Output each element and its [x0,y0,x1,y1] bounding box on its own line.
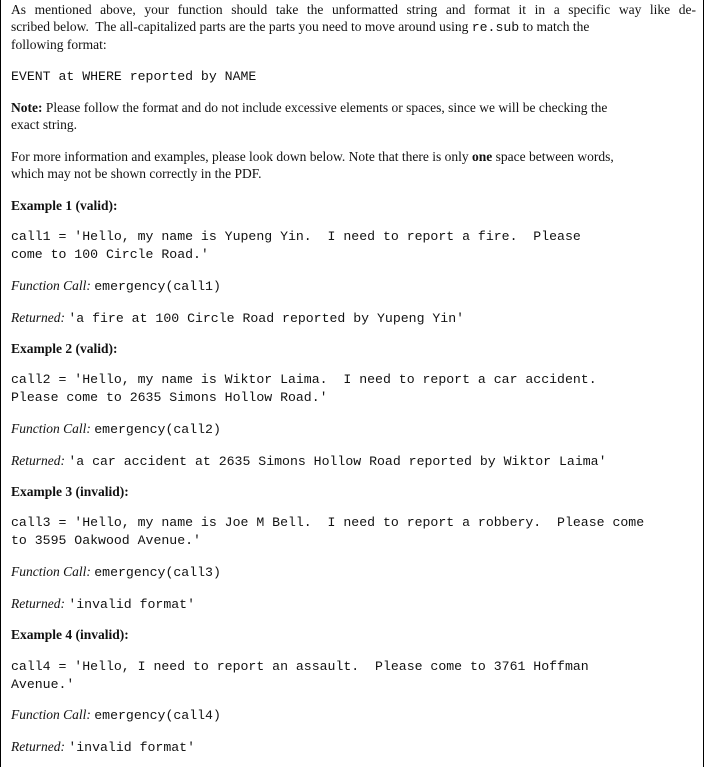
more-info-text-a: For more information and examples, please look down below. Note that there is only [11,149,473,164]
note-line-1-text: Please follow the format and do not include excessive elements or spaces, since we will be checking the [42,100,608,115]
intro-line-2 [11,18,696,36]
example-1-returned [11,309,696,327]
more-info-line-2: which may not be shown correctly in the PDF. [11,166,262,181]
example-1-function-call [11,277,696,295]
re-sub-code: re.sub [471,20,520,35]
example-1-returned-code: 'a fire at 100 Circle Road reported by Yupeng Yin' [68,311,465,326]
example-2-call-code: emergency(call2) [94,422,221,437]
more-info-paragraph [11,148,696,182]
example-1-call-code: emergency(call1) [94,279,221,294]
example-3-heading [11,483,696,500]
example-3-returned [11,595,696,613]
function-call-label: Function Call: [11,707,91,722]
intro-line-3: following format: [11,37,107,52]
example-3-code [11,514,696,549]
example-2-heading-text: Example 2 (valid): [11,341,118,356]
returned-label: Returned: [11,739,65,754]
example-2-function-call [11,420,696,438]
example-4-code-line-2: Avenue.' [11,676,75,692]
more-info-bold-one: one [472,149,493,164]
example-2-returned [11,452,696,470]
note-label: Note: [11,100,43,115]
note-line-1 [11,99,696,116]
intro-line-2-text-b: to match the [519,19,590,34]
format-code [11,68,696,86]
function-call-label: Function Call: [11,278,91,293]
example-4-code [11,658,696,693]
example-1-heading-text: Example 1 (valid): [11,198,118,213]
intro-line-1: As mentioned above, your function should take the unformatted string and format it in a specific way like de- [11,2,696,17]
example-2-heading [11,340,696,357]
example-2-returned-code: 'a car accident at 2635 Simons Hollow Road reported by Wiktor Laima' [68,454,607,469]
example-4-code-line-1: call4 = 'Hello, I need to report an assault. Please come to 3761 Hoffman [11,659,589,674]
example-4-call-code: emergency(call4) [94,708,221,723]
example-4-function-call [11,706,696,724]
example-1-heading [11,197,696,214]
example-2-code-line-1: call2 = 'Hello, my name is Wiktor Laima. I need to report a car accident. [11,372,597,387]
format-code-text: EVENT at WHERE reported by NAME [11,69,257,84]
more-info-line-1 [11,148,696,165]
returned-label: Returned: [11,453,65,468]
example-4-returned-code: 'invalid format' [68,740,195,755]
example-2-code-line-2: Please come to 2635 Simons Hollow Road.' [11,389,328,405]
example-3-call-code: emergency(call3) [94,565,221,580]
intro-line-2-text-a: scribed below. The all-capitalized parts are the parts you need to move around using [11,19,472,34]
example-3-heading-text: Example 3 (invalid): [11,484,129,499]
more-info-text-b: space between words, [492,149,614,164]
example-3-code-line-2: to 3595 Oakwood Avenue.' [11,532,201,548]
example-4-heading [11,626,696,643]
intro-paragraph [11,1,696,53]
returned-label: Returned: [11,310,65,325]
function-call-label: Function Call: [11,421,91,436]
example-1-code-line-2: come to 100 Circle Road.' [11,246,209,262]
example-4-heading-text: Example 4 (invalid): [11,627,129,642]
note-paragraph [11,99,696,133]
example-4-returned [11,738,696,756]
returned-label: Returned: [11,596,65,611]
example-3-returned-code: 'invalid format' [68,597,195,612]
example-3-code-line-1: call3 = 'Hello, my name is Joe M Bell. I need to report a robbery. Please come [11,515,645,530]
example-3-function-call [11,563,696,581]
example-1-code [11,228,696,263]
example-1-code-line-1: call1 = 'Hello, my name is Yupeng Yin. I need to report a fire. Please [11,229,581,244]
note-line-2: exact string. [11,117,77,132]
function-call-label: Function Call: [11,564,91,579]
example-2-code [11,371,696,406]
